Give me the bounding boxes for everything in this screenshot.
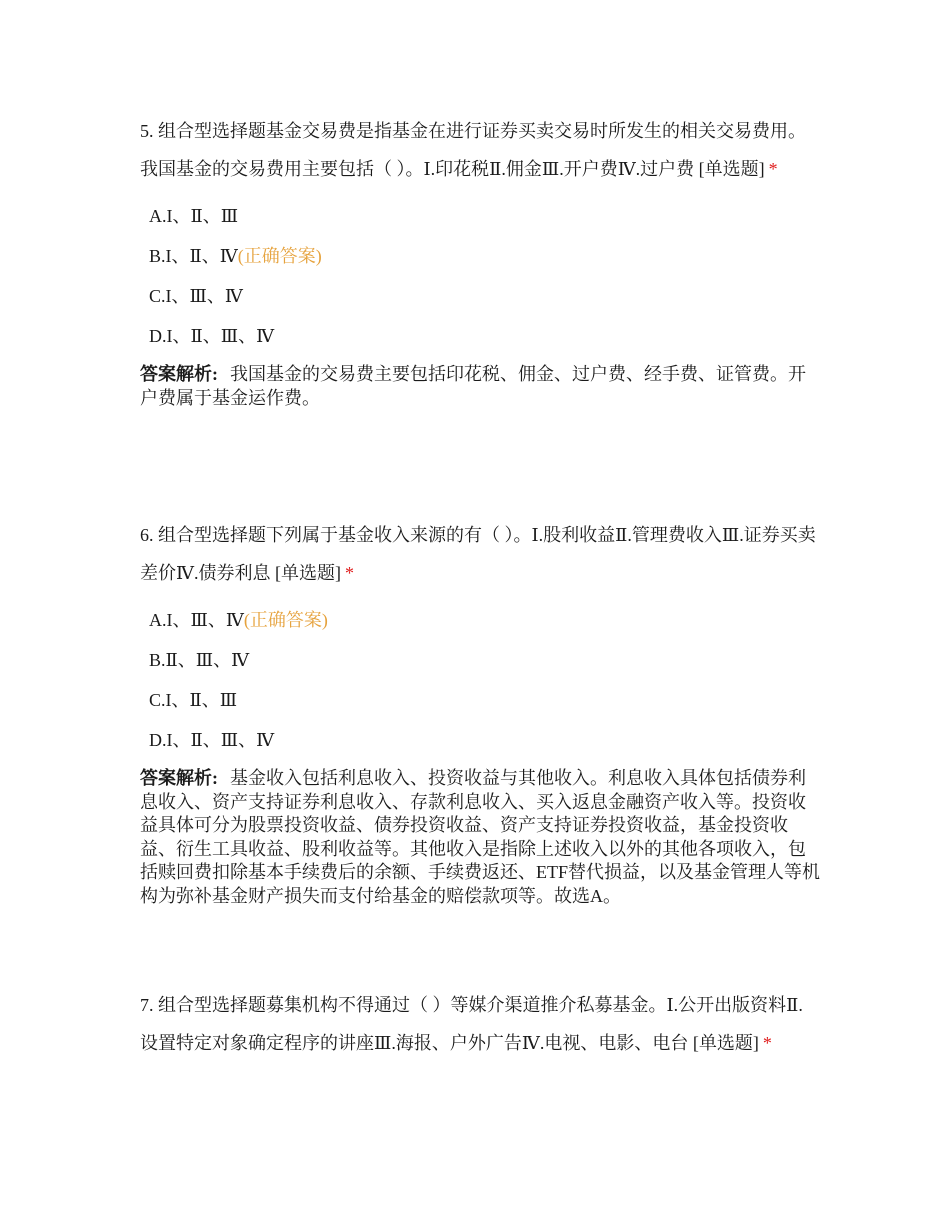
option-a[interactable] bbox=[140, 196, 820, 236]
answer-analysis bbox=[140, 767, 820, 908]
option-d[interactable] bbox=[140, 316, 820, 356]
option-text: C.I、Ⅱ、Ⅲ bbox=[149, 690, 238, 710]
options-list bbox=[140, 196, 820, 356]
stem-text: 7. 组合型选择题募集机构不得通过（ ）等媒介渠道推介私募基金。Ⅰ.公开出版资料Ⅱ.设置特定对象确定程序的讲座Ⅲ.海报、户外广告Ⅳ.电视、电影、电台 [单选题] bbox=[140, 995, 803, 1053]
option-c[interactable] bbox=[140, 276, 820, 316]
analysis-text: 基金收入包括利息收入、投资收益与其他收入。利息收入具体包括债券利息收入、资产支持证券利息收入、存款利息收入、买入返息金融资产收入等。投资收益具体可分为股票投资收益、债券投资收益、资产支持证券投资收益，基金投资收益、衍生工具收益、股利收益等。其他收入是指除上述收入以外的其他各项收入，包括赎回费扣除基本手续费后的余额、手续费返还、ETF替代损益，以及基金管理人等机构为弥补基金财产损失而支付给基金的赔偿款项等。故选A。 bbox=[140, 768, 820, 906]
option-d[interactable] bbox=[140, 720, 820, 760]
option-c[interactable] bbox=[140, 680, 820, 720]
stem-text: 5. 组合型选择题基金交易费是指基金在进行证券买卖交易时所发生的相关交易费用。我国基金的交易费用主要包括（ ）。Ⅰ.印花税Ⅱ.佣金Ⅲ.开户费Ⅳ.过户费 [单选题] bbox=[140, 121, 806, 179]
question-6 bbox=[140, 516, 820, 908]
option-b[interactable] bbox=[140, 640, 820, 680]
analysis-label: 答案解析: bbox=[140, 364, 218, 384]
question-7 bbox=[140, 986, 820, 1062]
question-5 bbox=[140, 112, 820, 410]
required-mark: * bbox=[344, 563, 354, 583]
question-stem bbox=[140, 986, 820, 1062]
option-text: B.Ⅱ、Ⅲ、Ⅳ bbox=[149, 650, 250, 670]
question-stem bbox=[140, 112, 820, 188]
option-text: B.I、Ⅱ、Ⅳ bbox=[149, 246, 238, 266]
option-text: A.I、Ⅱ、Ⅲ bbox=[149, 206, 239, 226]
option-b[interactable] bbox=[140, 236, 820, 276]
option-text: C.I、Ⅲ、Ⅳ bbox=[149, 286, 243, 306]
option-text: D.I、Ⅱ、Ⅲ、Ⅳ bbox=[149, 730, 275, 750]
answer-analysis bbox=[140, 363, 820, 410]
correct-answer-tag: (正确答案) bbox=[243, 610, 328, 630]
analysis-label: 答案解析: bbox=[140, 768, 218, 788]
required-mark: * bbox=[768, 159, 778, 179]
question-stem bbox=[140, 516, 820, 592]
option-text: D.I、Ⅱ、Ⅲ、Ⅳ bbox=[149, 326, 275, 346]
options-list bbox=[140, 600, 820, 760]
option-a[interactable] bbox=[140, 600, 820, 640]
stem-text: 6. 组合型选择题下列属于基金收入来源的有（ ）。Ⅰ.股利收益Ⅱ.管理费收入Ⅲ.证券买卖差价Ⅳ.债券利息 [单选题] bbox=[140, 525, 816, 583]
required-mark: * bbox=[762, 1033, 772, 1053]
analysis-text: 我国基金的交易费主要包括印花税、佣金、过户费、经手费、证管费。开户费属于基金运作费。 bbox=[140, 364, 806, 408]
correct-answer-tag: (正确答案) bbox=[237, 246, 322, 266]
option-text: A.I、Ⅲ、Ⅳ bbox=[149, 610, 244, 630]
